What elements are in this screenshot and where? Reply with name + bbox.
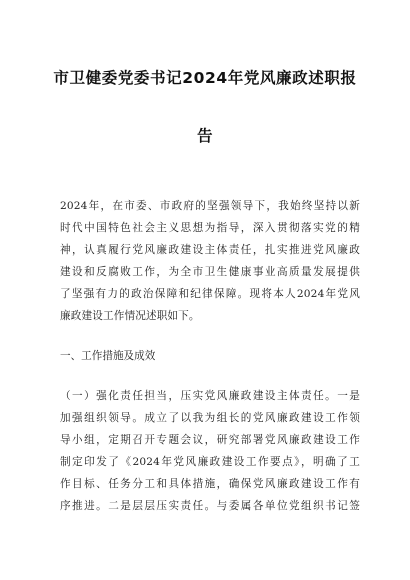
section-para-line: 序推进。二是层层压实责任。与委属各单位党组织书记签 — [60, 500, 360, 512]
document-title-line-2: 告 — [196, 127, 214, 145]
section-heading: 一、工作措施及成效 — [60, 350, 156, 362]
intro-line: 了坚强有力的政治保障和纪律保障。现将本人2024年党风 — [60, 288, 360, 300]
intro-line: 神，认真履行党风廉政建设主体责任，扎实推进党风廉政 — [60, 244, 360, 256]
intro-line: 廉政建设工作情况述职如下。 — [60, 310, 200, 322]
document-title-line-1: 市卫健委党委书记2024年党风廉政述职报 — [53, 69, 357, 87]
section-para-line: （一）强化责任担当，压实党风廉政建设主体责任。一是 — [60, 390, 360, 402]
intro-line: 时代中国特色社会主义思想为指导，深入贯彻落实党的精 — [60, 222, 360, 234]
section-para-line: 导小组，定期召开专题会议，研究部署党风廉政建设工作 — [60, 434, 360, 446]
intro-line: 建设和反腐败工作，为全市卫生健康事业高质量发展提供 — [60, 266, 360, 278]
intro-line: 2024年，在市委、市政府的坚强领导下，我始终坚持以新 — [60, 200, 360, 212]
section-para-line: 作目标、任务分工和具体措施，确保党风廉政建设工作有 — [60, 478, 360, 490]
section-para-line: 加强组织领导。成立了以我为组长的党风廉政建设工作领 — [60, 412, 360, 424]
section-para-line: 制定印发了《2024年党风廉政建设工作要点》，明确了工 — [60, 456, 360, 468]
